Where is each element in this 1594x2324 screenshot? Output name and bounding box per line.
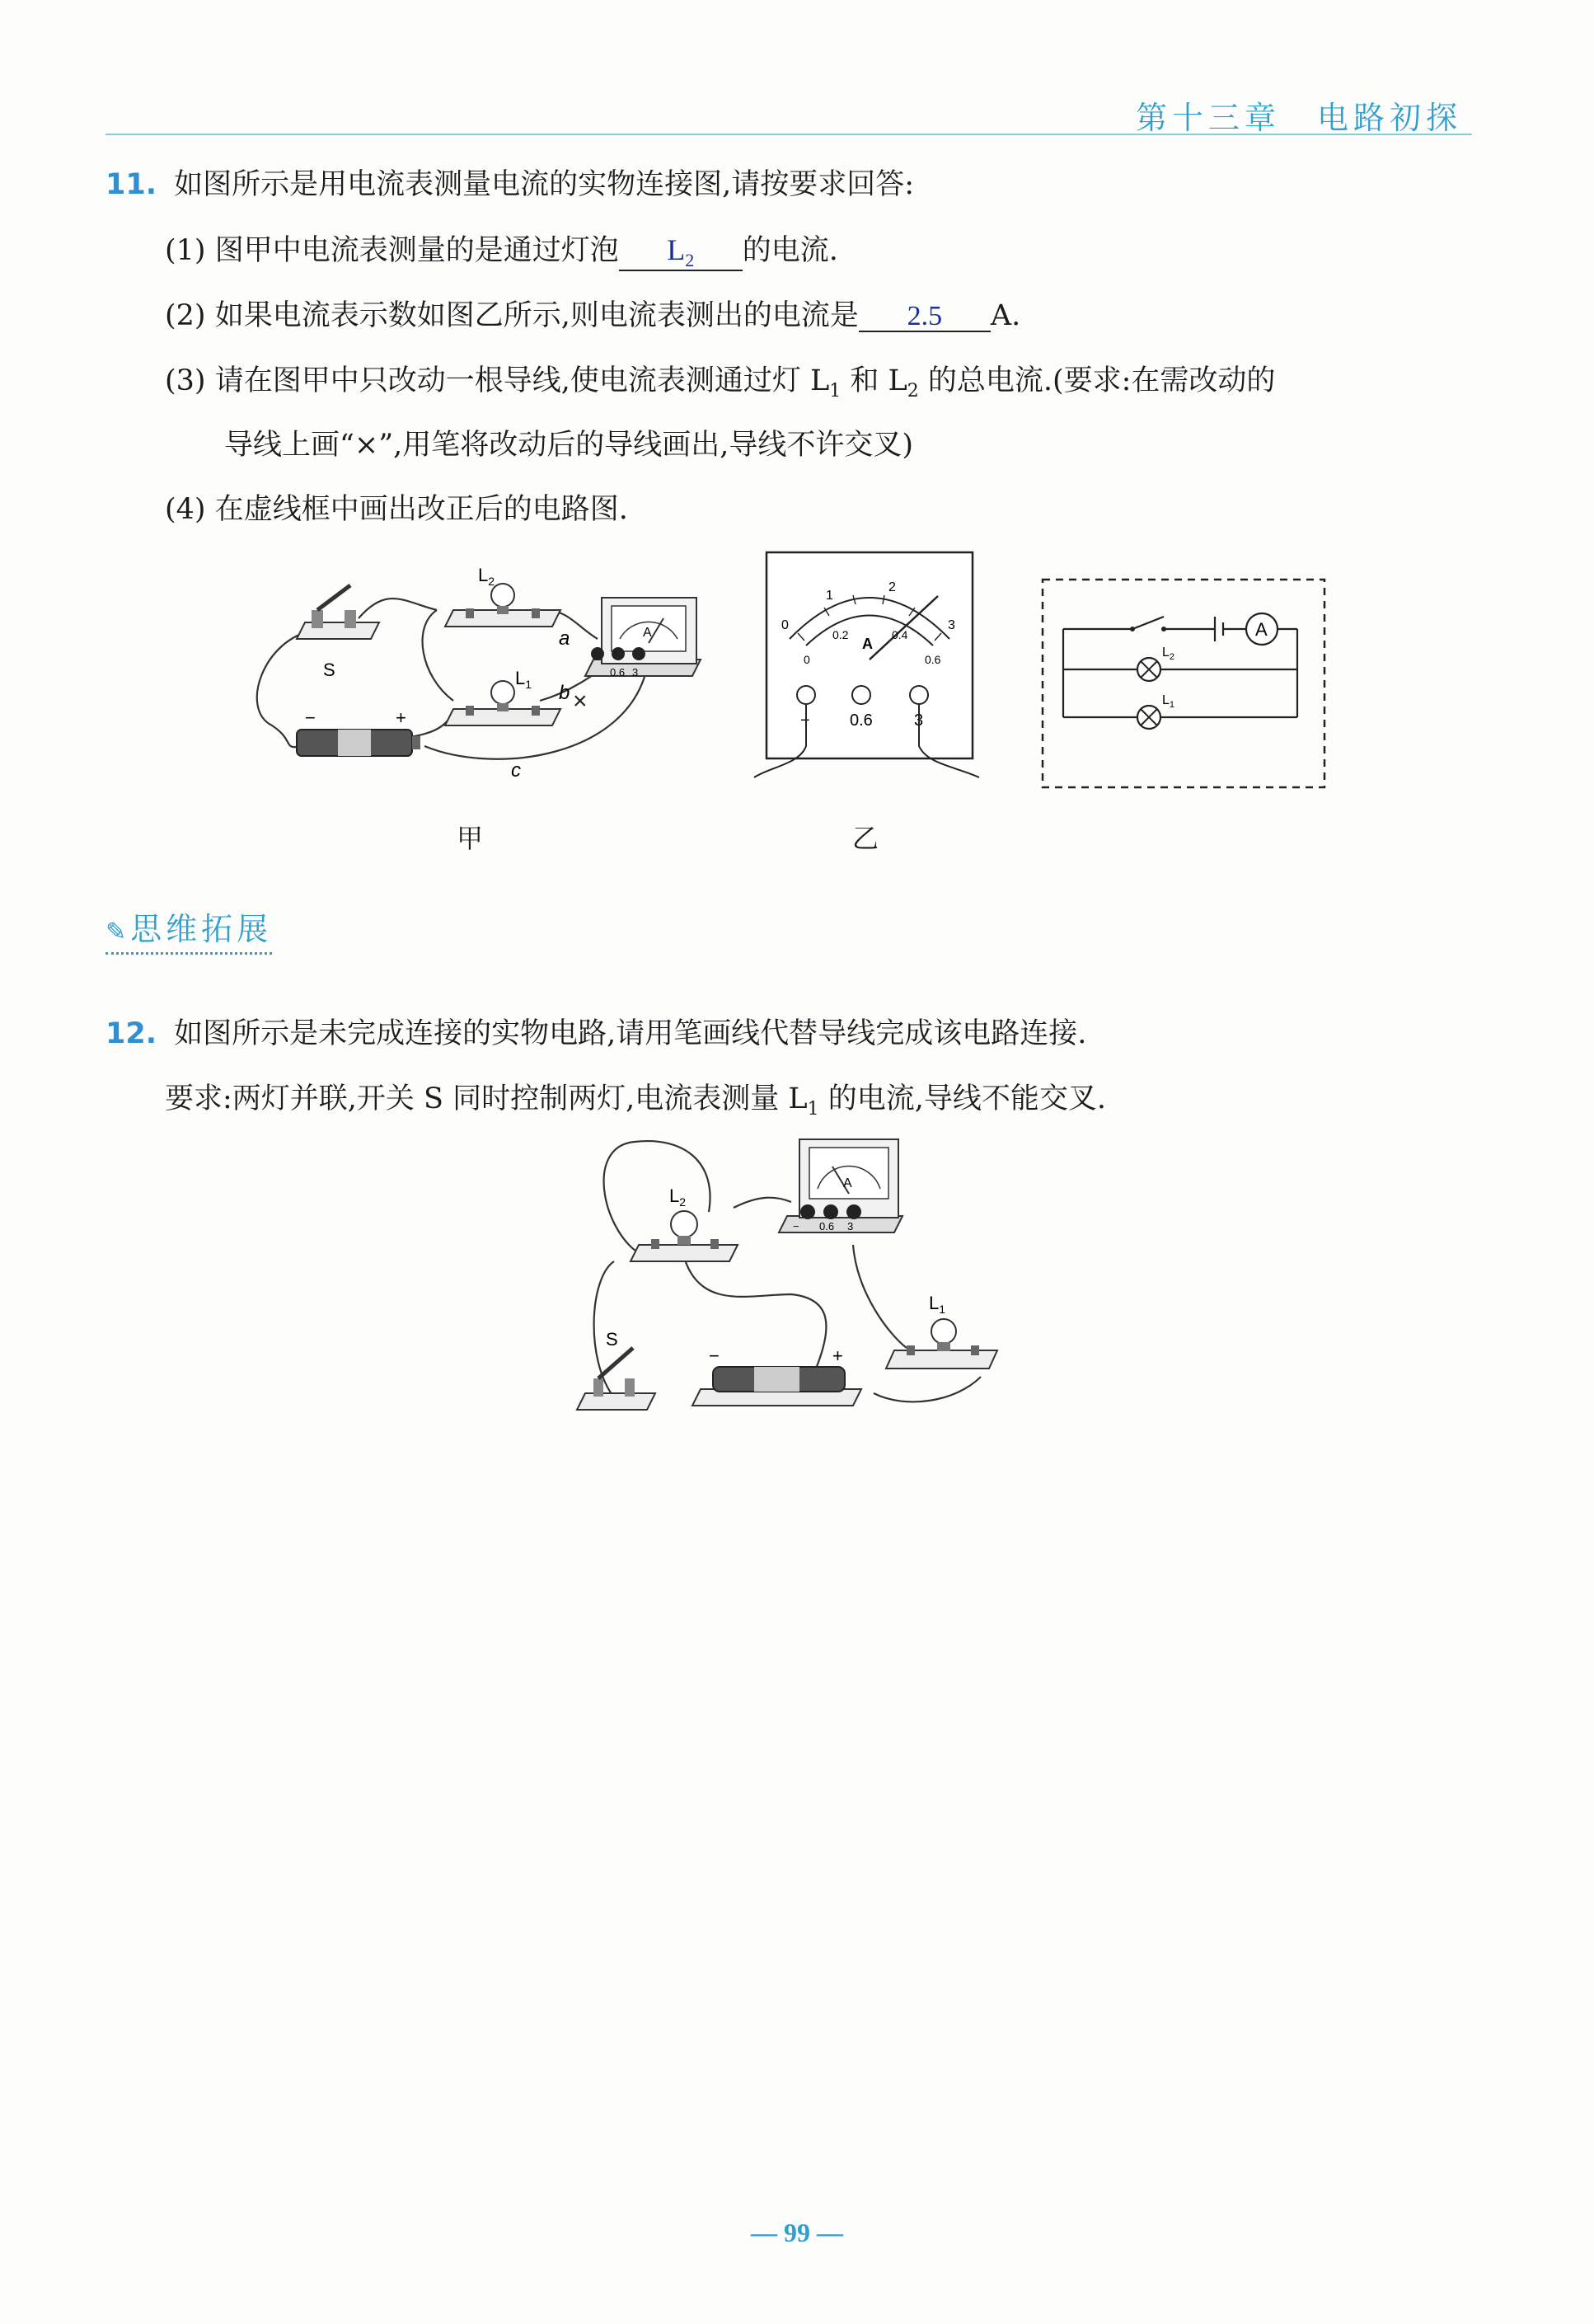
lamp-l1-symbol: [1137, 706, 1160, 729]
pencil-icon: ✎: [105, 918, 131, 946]
q12-switch-s: [577, 1348, 655, 1410]
q11-part3-text-c: 的总电流.(要求:在需改动的: [918, 364, 1276, 397]
q12-bulb-l2: [631, 1211, 738, 1261]
q12-label-minus: −: [709, 1345, 720, 1366]
q11-part3-l2-sub: 2: [907, 381, 919, 401]
q11-part2-post: A.: [990, 299, 1021, 332]
q12-label-plus: +: [832, 1345, 843, 1366]
q12-line2-sub: 1: [807, 1099, 819, 1120]
wire-battery-l1: [874, 1377, 981, 1401]
page-number: — 99 —: [751, 2218, 843, 2247]
scale-top-3: 3: [948, 618, 955, 632]
wire-l2-battery: [684, 1257, 826, 1369]
label-a: a: [559, 627, 570, 650]
wire-l2-top: [604, 1141, 710, 1253]
q12-line2-text-b: 的电流,导线不能交叉.: [818, 1082, 1107, 1115]
ammeter-symbol-label: A: [1255, 619, 1268, 640]
terminal-minus: [797, 686, 815, 704]
switch-s: [297, 585, 379, 639]
q11-part1: [165, 228, 838, 271]
ammeter-jia-0-6: 0.6: [610, 666, 626, 678]
q11-part2-answer: 2.5: [859, 303, 991, 332]
scale-top-2: 2: [888, 580, 896, 594]
scale-top-0: 0: [781, 618, 789, 632]
bulb-l2: [445, 584, 560, 627]
q11-part3-text-a: (3) 请在图甲中只改动一根导线,使电流表测通过灯 L: [165, 364, 830, 397]
lamp-l2-symbol: [1137, 658, 1160, 681]
q12-label-l1: $L_1$: [929, 1293, 946, 1316]
chapter-title: 第十三章 电路初探: [1135, 100, 1462, 136]
q11-part1-answer-blank: [619, 235, 743, 271]
caption-jia: 甲: [457, 823, 484, 854]
ammeter-jia-unit: A: [643, 626, 652, 640]
q11-part1-text: (1) 图甲中电流表测量的是通过灯泡: [165, 234, 619, 267]
q11-number: 11.: [105, 168, 157, 201]
q11-part2: [165, 293, 1020, 334]
q12-ammeter-3: 3: [847, 1220, 854, 1232]
bulb-l1: [445, 681, 560, 725]
q12-label-s: S: [606, 1329, 618, 1350]
dial-unit: A: [862, 636, 873, 652]
q12-ammeter-minus: −: [793, 1220, 799, 1232]
terminal-label-3: 3: [914, 711, 924, 730]
q11-part3-l1-sub: 1: [829, 381, 842, 401]
scale-bottom-3: 0.6: [925, 653, 941, 666]
scale-top-1: 1: [826, 589, 833, 603]
lamp-l1-label: $L_1$: [1162, 693, 1175, 710]
q12-line1: [105, 1011, 1086, 1052]
q11-part2-text: (2) 如果电流表示数如图乙所示,则电流表测出的电流是: [165, 299, 859, 332]
q11-stem-text: 如图所示是用电流表测量电流的实物连接图,请按要求回答:: [174, 168, 915, 201]
q12-line1-text: 如图所示是未完成连接的实物电路,请用笔画线代替导线完成该电路连接.: [174, 1017, 1087, 1050]
header-rule: [105, 134, 1472, 135]
q11-part3-line2: 导线上画“×”,用笔将改动后的导线画出,导线不许交叉): [224, 429, 914, 462]
terminal-label-0-6: 0.6: [850, 711, 873, 730]
lamp-l2-label: $L_2$: [1162, 646, 1175, 662]
q11-part4: (4) 在虚线框中画出改正后的电路图.: [165, 493, 628, 526]
terminal-0-6: [852, 686, 870, 704]
terminal-label-minus: −: [800, 711, 810, 730]
q11-part1-answer: L: [667, 233, 686, 266]
label-s: S: [323, 660, 335, 680]
label-b: b: [559, 682, 570, 704]
switch-blade: [1132, 617, 1164, 629]
label-l2: $L_2$: [478, 565, 495, 588]
cross-mark: ×: [573, 688, 588, 715]
q12-ammeter-unit: A: [843, 1176, 852, 1190]
scale-bottom-0: 0: [804, 653, 810, 666]
scale-bottom-2: 0.4: [892, 628, 908, 641]
q11-part1-answer-sub: 2: [685, 250, 695, 271]
ammeter-jia-3: 3: [632, 666, 639, 678]
q12-line2: [165, 1076, 1106, 1120]
q12-number: 12.: [105, 1017, 157, 1050]
caption-yi: 乙: [852, 823, 879, 854]
wire-ammeter-l1: [853, 1245, 907, 1348]
wire-l2-ammeter: [734, 1198, 791, 1208]
q12-label-l2: $L_2$: [669, 1185, 687, 1209]
q11-part3-text-b: 和 L: [841, 364, 907, 397]
figure-jia: [247, 561, 717, 808]
label-plus: +: [396, 707, 406, 728]
section-title-text: 思维拓展: [130, 911, 273, 947]
scale-bottom-1: 0.2: [832, 628, 849, 641]
figure-q12: [569, 1129, 1014, 1418]
q11-stem: [105, 162, 914, 203]
label-c: c: [511, 759, 521, 782]
figure-yi: [750, 548, 989, 796]
wire-s-l2: [359, 599, 437, 618]
q12-battery: [692, 1367, 861, 1406]
terminal-3: [910, 686, 928, 704]
label-l1: $L_1$: [515, 668, 532, 691]
q11-part3-line1: [165, 358, 1275, 401]
q12-ammeter: [779, 1139, 902, 1232]
section-title: [105, 904, 272, 955]
q12-ammeter-0-6: 0.6: [819, 1220, 835, 1232]
q11-part1-post: 的电流.: [742, 234, 838, 267]
circuit-diagram-box: [1040, 577, 1327, 790]
label-minus: −: [305, 707, 316, 728]
q12-line2-text-a: 要求:两灯并联,开关 S 同时控制两灯,电流表测量 L: [165, 1082, 808, 1115]
battery: [297, 730, 420, 756]
